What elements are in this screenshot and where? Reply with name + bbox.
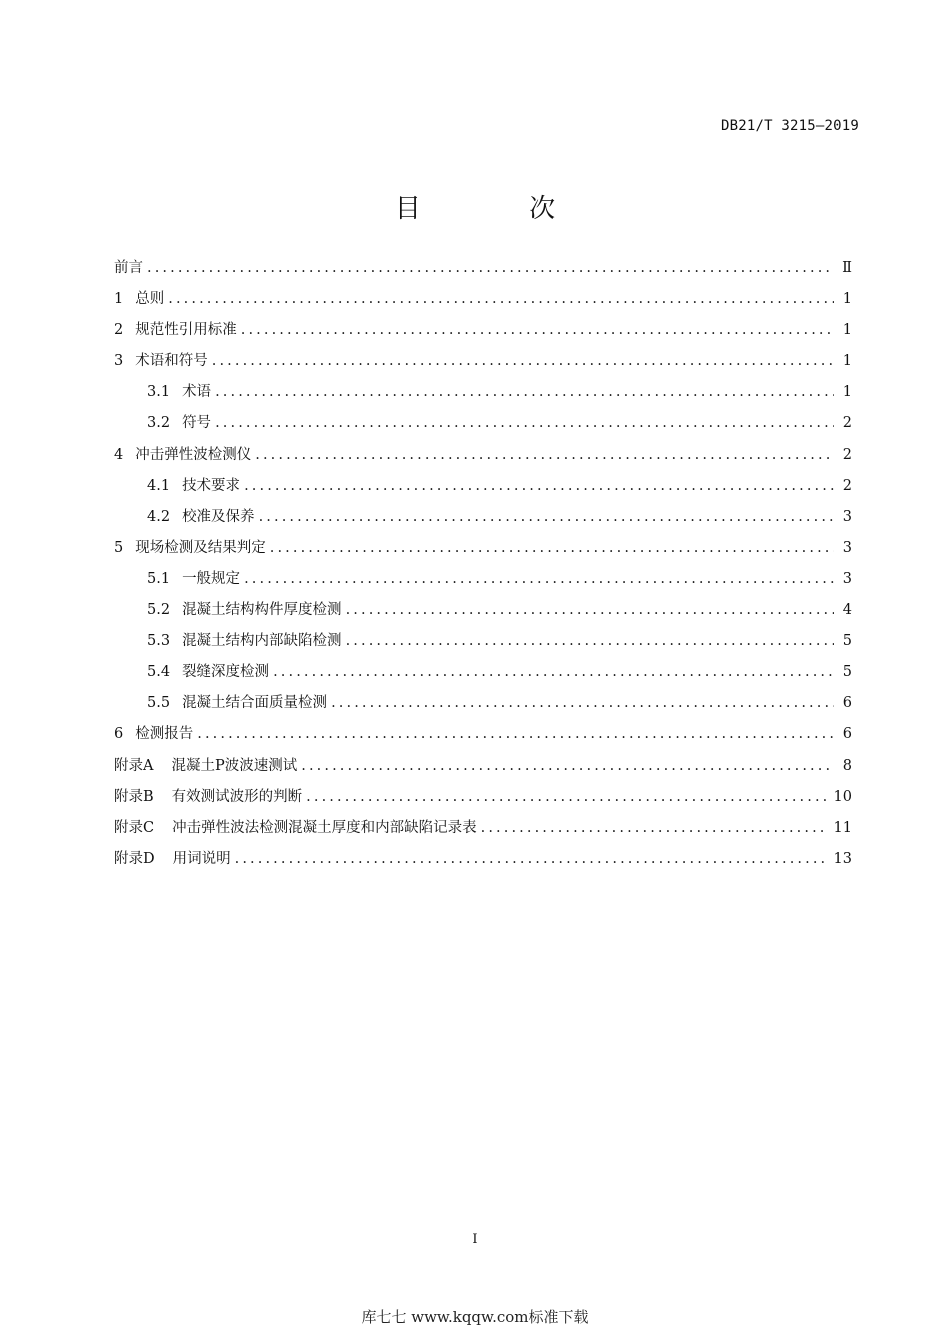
toc-leader-dots (301, 758, 834, 774)
toc-entry-title: 总则 (135, 291, 165, 308)
toc-entry-number: 4 (114, 446, 124, 463)
toc-entry[interactable] (114, 318, 852, 349)
toc-entry-page: 8 (842, 757, 852, 774)
toc-entry-page: 5 (842, 664, 852, 681)
toc-entry-title: 规范性引用标准 (135, 322, 237, 339)
toc-leader-dots (244, 478, 834, 494)
toc-leader-dots (259, 509, 834, 525)
toc-entry[interactable] (114, 256, 852, 287)
toc-entry-page: 3 (842, 539, 852, 556)
toc-entry[interactable] (114, 754, 852, 785)
toc-entry-title: 一般规定 (182, 570, 241, 587)
toc-leader-dots (346, 633, 834, 649)
toc-entry-number: 5.1 (147, 570, 171, 587)
toc-entry[interactable] (114, 505, 852, 536)
toc-leader-dots (241, 322, 834, 338)
toc-entry-number: 1 (114, 291, 124, 308)
toc-leader-dots (273, 664, 834, 680)
toc-entry[interactable] (114, 287, 852, 318)
toc-entry-number: 6 (114, 726, 124, 743)
toc-entry-title: 术语 (182, 384, 212, 401)
toc-entry-page: 2 (842, 446, 852, 463)
toc-leader-dots (244, 571, 834, 587)
toc-leader-dots (270, 540, 834, 556)
toc-entry-title: 冲击弹性波检测仪 (135, 446, 252, 463)
toc-entry-page: Ⅱ (842, 260, 852, 276)
toc-leader-dots (147, 260, 834, 276)
toc-entry-number: 4.1 (147, 477, 171, 494)
toc-entry-page: 5 (842, 633, 852, 650)
page-number: I (472, 1232, 478, 1247)
toc-leader-dots (331, 695, 834, 711)
toc-entry-page: 3 (842, 508, 852, 525)
toc-entry-page: 1 (842, 322, 852, 339)
toc-entry-title: 前言 (114, 260, 143, 276)
toc-entry-title: 混凝土结构内部缺陷检测 (182, 633, 342, 650)
toc-entry-title: 检测报告 (135, 726, 194, 743)
toc-entry[interactable] (114, 598, 852, 629)
toc-entry[interactable] (114, 629, 852, 660)
toc-entry[interactable] (114, 349, 852, 380)
toc-entry-number: 5.5 (147, 695, 171, 712)
toc-entry-title: 现场检测及结果判定 (135, 539, 266, 556)
toc-entry-number: 5.3 (147, 633, 171, 650)
toc-entry[interactable] (114, 691, 852, 722)
toc-entry[interactable] (114, 474, 852, 505)
table-of-contents (114, 256, 852, 878)
toc-entry-page: 2 (842, 477, 852, 494)
toc-entry-page: 2 (842, 415, 852, 432)
toc-entry-title: 混凝土结合面质量检测 (182, 695, 328, 712)
toc-leader-dots (235, 851, 828, 867)
toc-leader-dots (215, 415, 834, 431)
toc-entry-number: 4.2 (147, 508, 171, 525)
toc-leader-dots (197, 726, 834, 742)
toc-entry-page: 3 (842, 570, 852, 587)
document-code: DB21/T 3215—2019 (720, 118, 859, 134)
toc-entry-title: 冲击弹性波法检测混凝土厚度和内部缺陷记录表 (172, 819, 477, 836)
toc-entry-number: 5 (114, 539, 124, 556)
toc-entry-page: 10 (833, 788, 852, 805)
toc-entry[interactable] (114, 660, 852, 691)
toc-entry[interactable] (114, 785, 852, 816)
toc-entry[interactable] (114, 536, 852, 567)
toc-entry-title: 校准及保养 (182, 508, 255, 525)
toc-entry-title: 用词说明 (172, 850, 231, 867)
toc-leader-dots (168, 291, 834, 307)
toc-entry-number: 3.1 (147, 384, 171, 401)
toc-entry-title: 裂缝深度检测 (182, 664, 270, 681)
toc-entry-title: 符号 (182, 415, 212, 432)
toc-entry-page: 13 (833, 850, 852, 867)
toc-leader-dots (481, 820, 828, 836)
toc-entry-number: 5.2 (147, 602, 171, 619)
toc-leader-dots (306, 789, 827, 805)
toc-entry-number: 附录A (114, 757, 154, 774)
toc-entry[interactable] (114, 816, 852, 847)
toc-entry[interactable] (114, 443, 852, 474)
toc-entry[interactable] (114, 411, 852, 442)
toc-title: 目 次 (394, 194, 606, 224)
toc-entry[interactable] (114, 847, 852, 878)
toc-entry-page: 1 (842, 384, 852, 401)
toc-entry-title: 有效测试波形的判断 (171, 788, 303, 805)
toc-leader-dots (212, 353, 834, 369)
toc-leader-dots (346, 602, 834, 618)
toc-entry-number: 2 (114, 322, 124, 339)
toc-entry-number: 3.2 (147, 415, 171, 432)
toc-leader-dots (255, 447, 834, 463)
toc-entry-page: 1 (842, 291, 852, 308)
toc-entry-page: 4 (842, 602, 852, 619)
toc-entry-title: 术语和符号 (135, 353, 208, 370)
toc-entry-page: 11 (833, 819, 852, 836)
toc-entry-number: 附录B (114, 788, 154, 805)
toc-entry-page: 6 (842, 695, 852, 712)
toc-entry-number: 附录D (114, 850, 155, 867)
footer-watermark: 库七七 www.kqqw.com标准下载 (361, 1308, 589, 1326)
toc-leader-dots (215, 384, 834, 400)
toc-entry-title: 混凝土结构构件厚度检测 (182, 602, 342, 619)
toc-entry[interactable] (114, 380, 852, 411)
toc-entry[interactable] (114, 722, 852, 753)
toc-entry-page: 1 (842, 353, 852, 370)
toc-entry-number: 3 (114, 353, 124, 370)
toc-entry-title: 混凝土P波波速测试 (171, 757, 298, 774)
toc-entry-number: 附录C (114, 819, 155, 836)
toc-entry-number: 5.4 (147, 664, 171, 681)
toc-entry-page: 6 (842, 726, 852, 743)
toc-entry[interactable] (114, 567, 852, 598)
toc-entry-title: 技术要求 (182, 477, 241, 494)
